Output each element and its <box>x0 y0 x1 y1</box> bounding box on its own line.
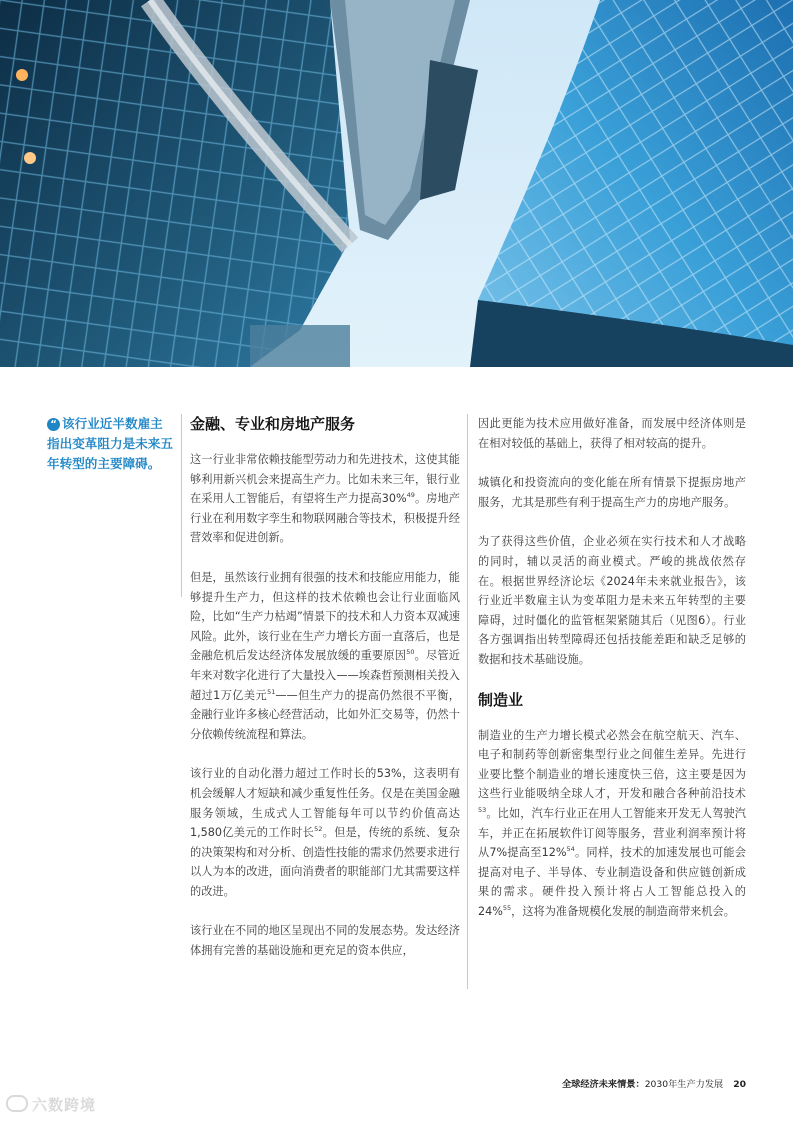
column-manufacturing <box>478 414 746 941</box>
paragraph: 该行业的自动化潜力超过工作时长的53%，这表明有机会缓解人才短缺和减少重复性任务。仅是在美国金融服务领域，生成式人工智能每年可以节约价值高达1,580亿美元的工作时长$^{52}$。但是，传统的系统、复杂的决策架构和对分析、创造性技能的需求仍然要求进行以人为本的改进，面向消费者的职能部门尤其需要这样的改进。 <box>190 767 460 898</box>
paragraph: 但是，虽然该行业拥有很强的技术和技能应用能力，能够提升生产力，但这样的技术依赖也会让行业面临风险，比如“生产力枯竭”情景下的技术和人力资本双减速风险。此外，该行业在生产力增长方面一直落后，也是金融危机后发达经济体发展放缓的重要原因$^{50}$。尽管近年来对数字化进行了大量投入——埃森哲预测相关投入超过1万亿美元$^{51}$——但生产力的提高仍然很不平衡，金融行业许多核心经营活动，比如外汇交易等，仍然十分依赖传统流程和算法。 <box>190 570 460 741</box>
page-number: 20 <box>733 1079 746 1090</box>
paragraph: 城镇化和投资流向的变化能在所有情景下提振房地产服务，尤其是那些有利于提高生产力的房地产服务。 <box>478 476 746 509</box>
watermark-logo-icon <box>6 1095 28 1112</box>
pull-quote <box>47 414 175 474</box>
footnote-ref: 54 <box>566 845 575 854</box>
section-title-manufacturing: 制造业 <box>478 690 524 709</box>
quote-icon: “ <box>47 418 60 431</box>
footnote-ref: 49 <box>406 491 415 500</box>
sidebar-divider <box>181 414 182 597</box>
column-divider <box>467 414 468 989</box>
footnote-ref: 55 <box>502 903 512 912</box>
footnote-ref: 51 <box>267 687 276 696</box>
page-footer <box>562 1076 746 1090</box>
footer-report-subtitle: 2030年生产力发展 <box>644 1079 724 1090</box>
footnote-ref: 53 <box>478 805 487 814</box>
pull-quote-text: 该行业近半数雇主指出变革阻力是未来五年转型的主要障碍。 <box>47 416 173 471</box>
paragraph: 制造业的生产力增长模式必然会在航空航天、汽车、电子和制药等创新密集型行业之间催生差异。先进行业要比整个制造业的增长速度快三倍，这主要是因为这些行业能吸纳全球人才，开发和融合各种前沿技术$^{53}$。比如，汽车行业正在用人工智能来开发无人驾驶汽车，并正在拓展软件订阅等服务，营业利润率预计将从7%提高至12%$^{54}$。同样，技术的加速发展也可能会提高对电子、半导体、专业制造设备和供应链创新成果的需求。硬件投入预计将占人工智能总投入的24%$^{55}$，这将为准备规模化发展的制造商带来机会。 <box>478 728 746 918</box>
paragraph: 这一行业非常依赖技能型劳动力和先进技术，这使其能够利用新兴机会来提高生产力。比如未来三年，银行业在采用人工智能后，有望将生产力提高30%$^{49}$。房地产行业在利用数字孪生和物联网融合等技术，积极提升经营效率和促进创新。 <box>190 453 460 545</box>
watermark-text: 六数跨境 <box>32 1096 97 1114</box>
paragraph: 该行业在不同的地区呈现出不同的发展态势。发达经济体拥有完善的基础设施和更充足的资本供应， <box>190 924 460 958</box>
footnote-ref: 50 <box>406 648 415 657</box>
footer-report-title: 全球经济未来情景： <box>562 1079 645 1090</box>
paragraph: 为了获得这些价值，企业必须在实行技术和人才战略的同时，辅以灵活的商业模式。严峻的挑战依然存在。根据世界经济论坛《2024年未来就业报告》，该行业近半数雇主认为变革阻力是未来五年转型的主要障碍，过时僵化的监管框架紧随其后（见图6）。行业各方强调指出转型障碍还包括技能差距和缺乏足够的数据和技术基础设施。 <box>478 535 746 666</box>
watermark <box>6 1094 96 1115</box>
footnote-ref: 52 <box>314 825 323 834</box>
section-title-finance: 金融、专业和房地产服务 <box>190 415 356 433</box>
column-finance <box>190 414 460 981</box>
hero-image <box>0 0 793 367</box>
paragraph: 因此更能为技术应用做好准备，而发展中经济体则是在相对较低的基础上，获得了相对较高的提升。 <box>478 417 746 450</box>
hero-illustration <box>0 0 793 367</box>
